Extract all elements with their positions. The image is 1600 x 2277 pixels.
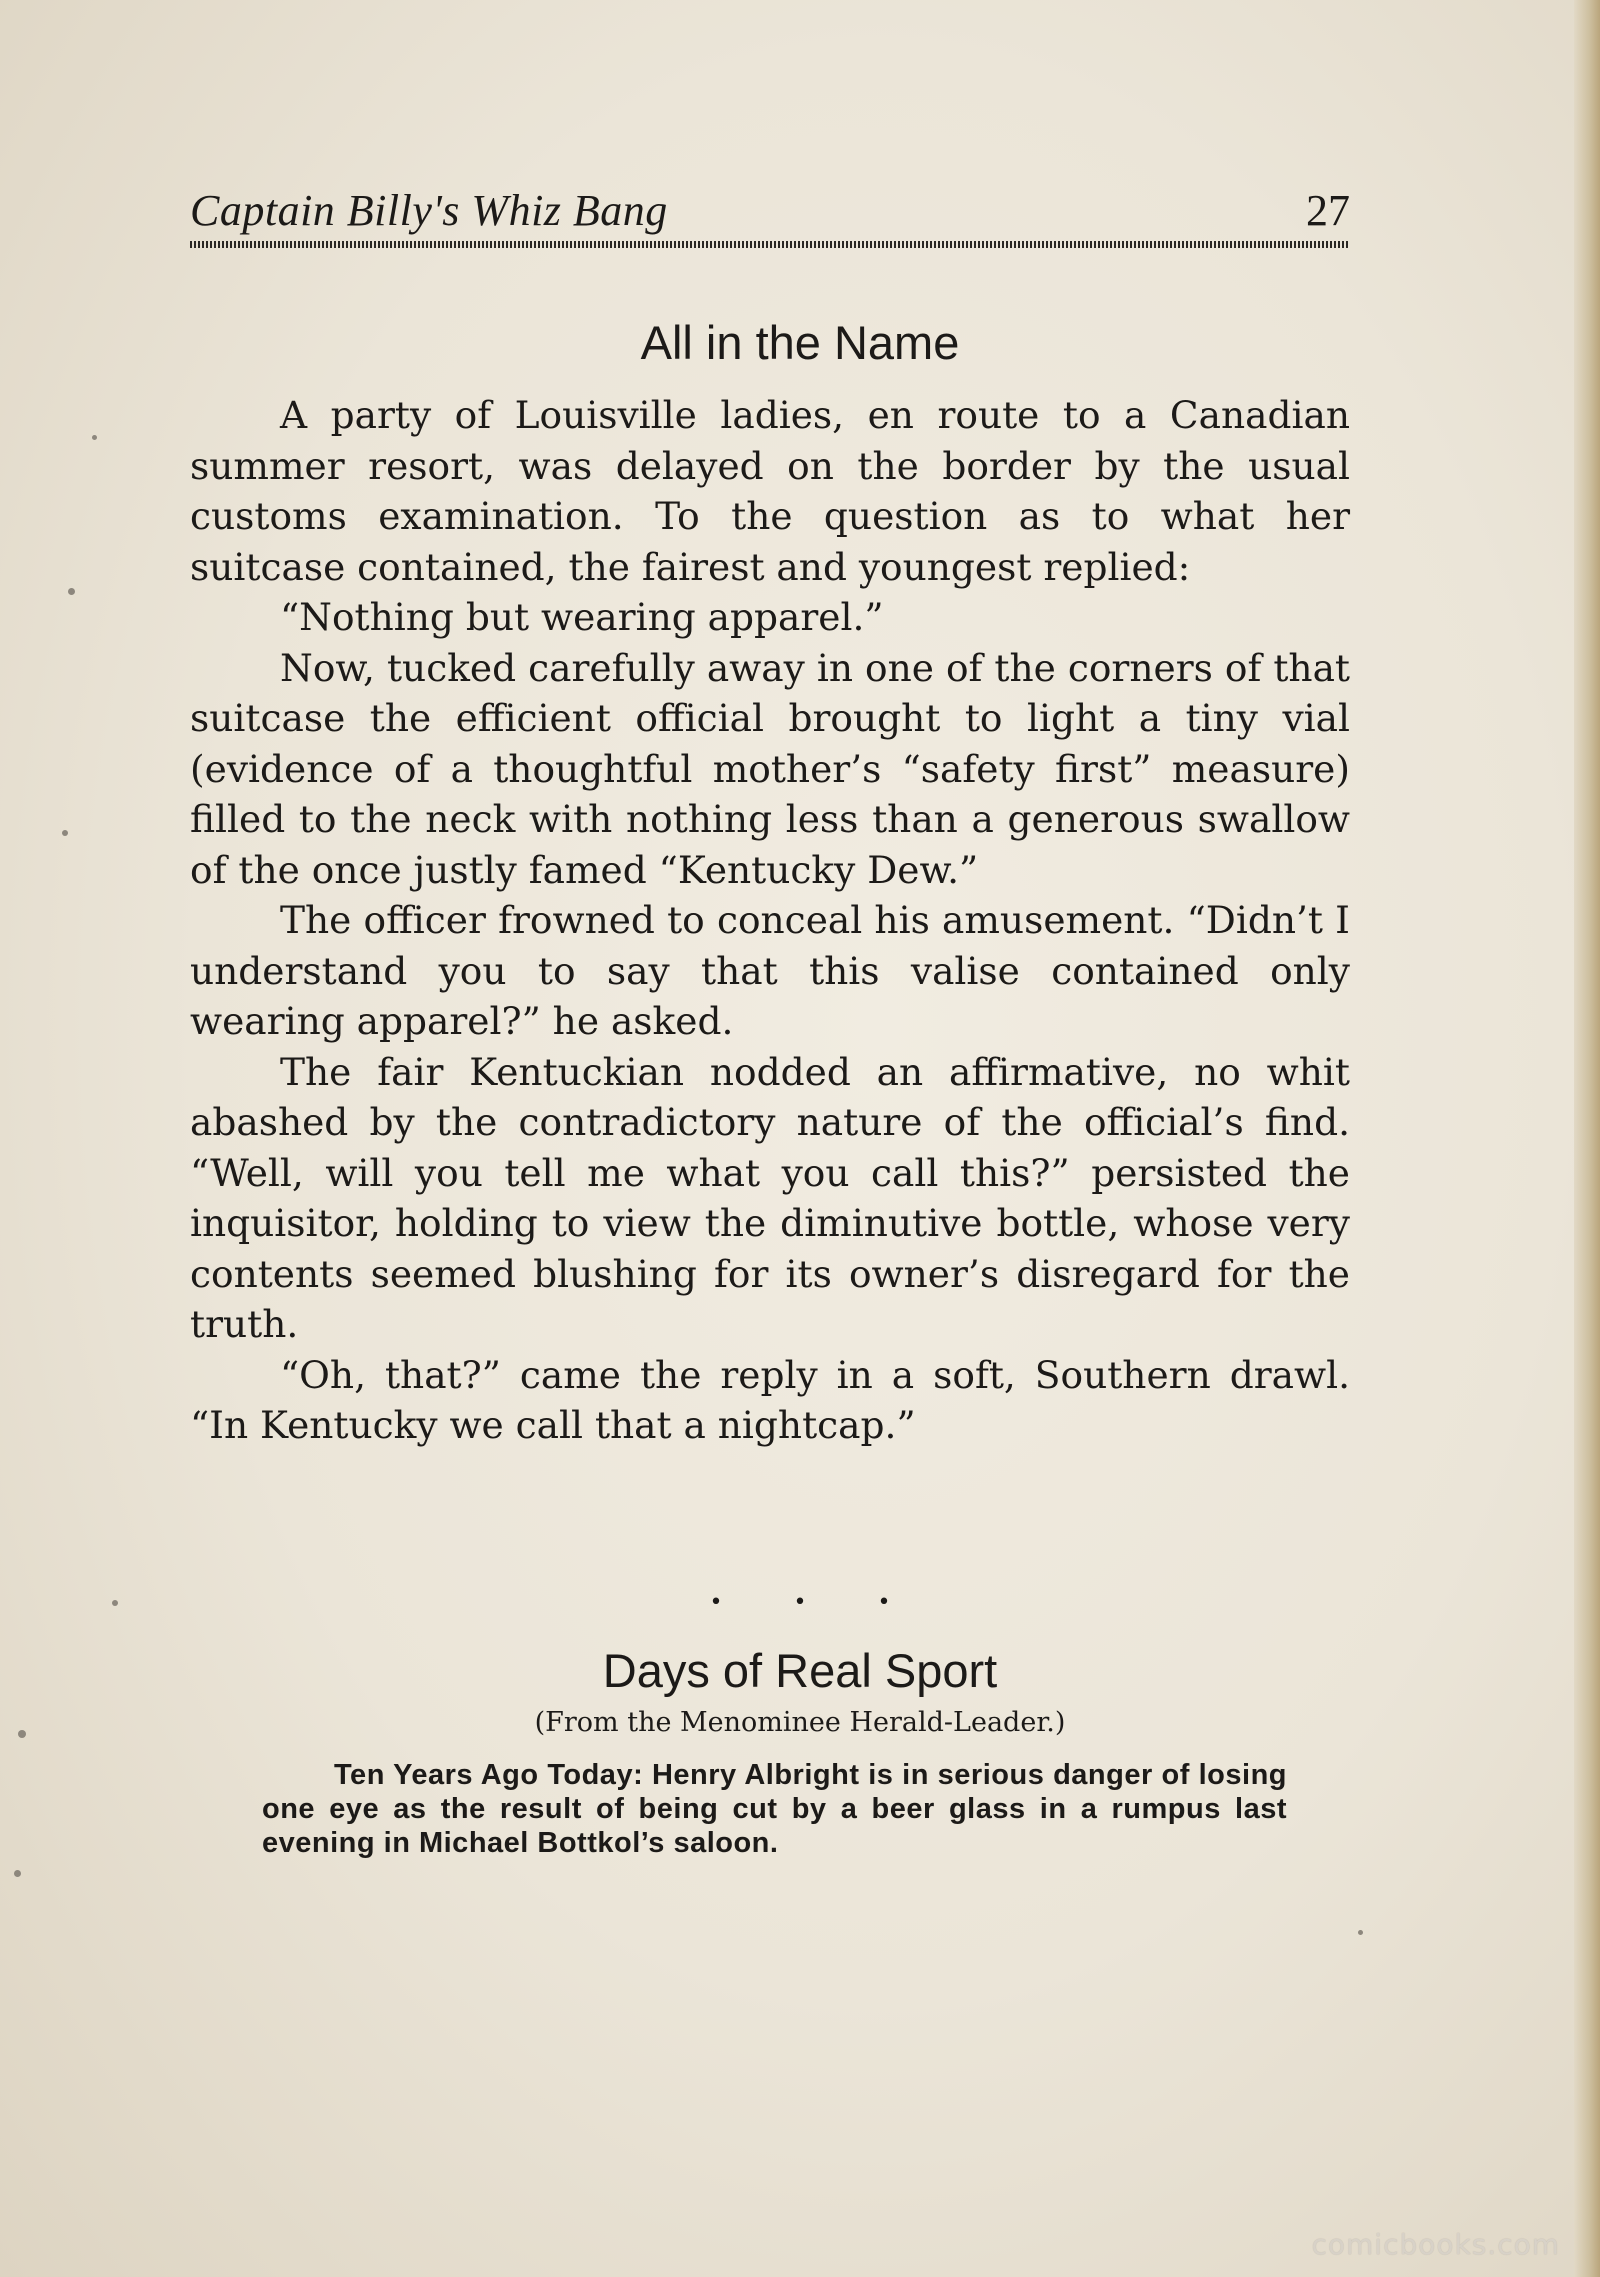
newspaper-clipping: [262, 1758, 1287, 1860]
watermark: comicbooks.com: [1311, 2228, 1560, 2261]
paper-speck: [18, 1730, 26, 1738]
story-title-days-of-real-sport: Days of Real Sport: [602, 1644, 998, 1697]
paper-speck: [112, 1600, 118, 1606]
separator-dot: •: [877, 1590, 891, 1615]
paper-speck: [14, 1870, 21, 1877]
paper-speck: [1358, 1930, 1363, 1935]
page-number: 27: [1306, 186, 1350, 235]
clipping-text: Ten Years Ago Today: Henry Albright is in serious danger of losing one eye as the result of being cut by a beer glass in a rumpus last evening in Michael Bottkol’s saloon.: [262, 1759, 1287, 1859]
paper-speck: [68, 588, 75, 595]
story-body-all-in-the-name: [190, 390, 1350, 1451]
running-title: Captain Billy's Whiz Bang: [190, 186, 668, 235]
paragraph: “Oh, that?” came the reply in a soft, Southern drawl. “In Kentucky we call that a nightcap.”: [190, 1352, 1350, 1447]
paragraph: A party of Louisville ladies, en route to a Canadian summer resort, was delayed on the border by the usual customs examination. To the question as to what her suitcase contained, the fairest and youngest replied:: [190, 393, 1350, 589]
story-title-all-in-the-name: All in the Name: [640, 316, 960, 369]
paragraph: The officer frowned to conceal his amusement. “Didn’t I understand you to say that this valise contained only wearing apparel?” he asked.: [190, 898, 1350, 1043]
paragraph: Now, tucked carefully away in one of the corners of that suitcase the efficient official brought to light a tiny vial (evidence of a thoughtful mother’s “safety first” measure) filled to the neck with nothing less than a generous swallow of the once justly famed “Kentucky Dew.”: [190, 645, 1350, 892]
separator-dot: •: [793, 1590, 807, 1615]
story-source-line: (From the Menominee Herald-Leader.): [534, 1707, 1066, 1738]
paper-speck: [92, 435, 97, 440]
section-separator: [0, 1590, 1600, 1615]
header-rule: [190, 241, 1350, 248]
separator-dot: •: [709, 1590, 723, 1615]
running-header: [190, 185, 1350, 251]
paragraph: “Nothing but wearing apparel.”: [280, 595, 884, 639]
paper-speck: [62, 830, 68, 836]
paragraph: The fair Kentuckian nodded an affirmative, no whit abashed by the contradictory nature of the official’s find. “Well, will you tell me what you call this?” persisted the inquisitor, holding to view the diminutive bottle, whose very contents seemed blushing for its owner’s disregard for the truth.: [190, 1049, 1350, 1346]
